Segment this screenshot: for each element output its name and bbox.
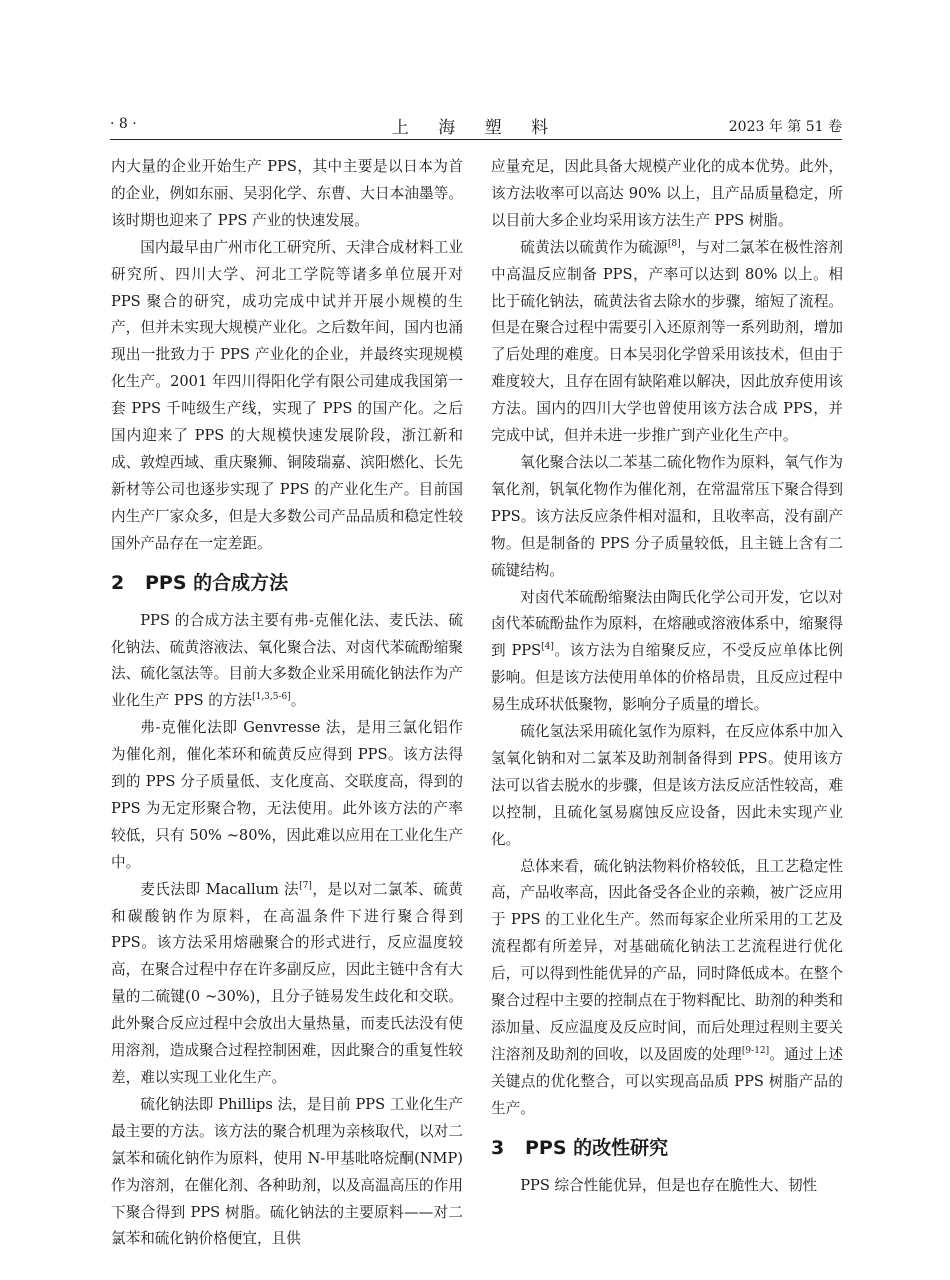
paragraph: PPS 综合性能优异，但是也存在脆性大、韧性 [520,1176,818,1194]
paragraph: 氧化聚合法以二苯基二硫化物作为原料，氧气作为氧化剂，钒氧化物作为催化剂，在常温常压下聚合得到 PPS。该方法反应条件相对温和，且收率高，没有副产物。但是制备的 PPS 分子质量较低，且主链上含有二硫键结构。 [491,453,843,579]
citation: [9-12] [741,1046,770,1057]
issue-info: 2023 年 第 51 卷 [728,119,842,135]
citation: [8] [667,238,681,249]
page-number: · 8 · [110,116,137,132]
section-heading-2 [111,568,463,598]
paragraph: 总体来看，硫化钠法物料价格较低，且工艺稳定性高，产品收率高，因此备受各企业的亲赖，被广泛应用于 PPS 的工业化生产。然而每家企业所采用的工艺及流程都有所差异，对基础硫化钠法工艺流程进行优化后，可以得到性能优异的产品，同时降低成本。在整个聚合过程中主要的控制点在于物料配比、助剂的种类和添加量、反应温度及反应时间，而后处理过程则主要关注溶剂及助剂的回收，以及固废的处理[9-12]。通过上述关键点的优化整合，可以实现高品质 PPS 树脂产品的生产。 [491,857,843,1117]
paragraph: 应量充足，因此具备大规模产业化的成本优势。此外，该方法收率可以高达 90% 以上，且产品质量稳定，所以目前大多企业均采用该方法生产 PPS 树脂。 [491,158,843,229]
paragraph: 硫黄法以硫黄作为硫源[8]，与对二氯苯在极性溶剂中高温反应制备 PPS，产率可以达到 80% 以上。相比于硫化钠法，硫黄法省去除水的步骤，缩短了流程。但是在聚合过程中需要引入还原剂等一系列助剂，增加了后处理的难度。日本吴羽化学曾采用该技术，但由于难度较大，且存在固有缺陷难以解决，因此放弃使用该方法。国内的四川大学也曾使用该方法合成 PPS，并完成中试，但并未进一步推广到产业化生产中。 [491,238,843,445]
paragraph: 国内最早由广州市化工研究所、天津合成材料工业研究所、四川大学、河北工学院等诸多单位展开对 PPS 聚合的研究，成功完成中试并开展小规模的生产，但并未实现大规模产业化。之后数年间，国内也涌现出一批致力于 PPS 产业化的企业，并最终实现规模化生产。2001 年四川得阳化学有限公司建成我国第一套 PPS 千吨级生产线，实现了 PPS 的国产化。之后国内迎来了 PPS 的大规模快速发展阶段，浙江新和成、敦煌西域、重庆聚狮、铜陵瑞嘉、滨阳燃化、长先新材等公司也逐步实现了 PPS 的产业化生产。目前国内生产厂家众多，但是大多数公司产品品质和稳定性较国外产品存在一定差距。 [111,238,463,552]
section-number: 2 [111,571,125,594]
paragraph: 弗-克催化法即 Genvresse 法，是用三氯化铝作为催化剂，催化苯环和硫黄反应得到 PPS。该方法得到的 PPS 分子质量低、支化度高、交联度高，得到的 PPS 为无定形聚合物，无法使用。此外该方法的产率较低，只有 50% ~80%，因此难以应用在工业化生产中。 [111,719,463,871]
paragraph: PPS 的合成方法主要有弗-克催化法、麦氏法、硫化钠法、硫黄溶液法、氧化聚合法、对卤代苯硫酚缩聚法、硫化氢法等。目前大多数企业采用硫化钠法作为产业化生产 PPS 的方法[1,3,5-6]。 [111,611,463,710]
paragraph: 硫化氢法采用硫化氢作为原料，在反应体系中加入氢氧化钠和对二氯苯及助剂制备得到 PPS。使用该方法可以省去脱水的步骤，但是该方法反应活性较高，难以控制，且硫化氢易腐蚀反应设备，因此未实现产业化。 [491,723,843,848]
citation: [7] [299,880,312,891]
right-column [491,154,843,1200]
paragraph: 内大量的企业开始生产 PPS，其中主要是以日本为首的企业，例如东丽、吴羽化学、东曹、大日本油墨等。该时期也迎来了 PPS 产业的快速发展。 [111,158,463,229]
journal-name: 上 海 塑 料 [391,118,561,138]
section-title: PPS 的改性研究 [525,1136,669,1159]
paragraph: 硫化钠法即 Phillips 法，是目前 PPS 工业化生产最主要的方法。该方法的聚合机理为亲核取代，以对二氯苯和硫化钠作为原料，使用 N-甲基吡咯烷酮(NMP)作为溶剂，在催化剂、各种助剂，以及高温高压的作用下聚合得到 PPS 树脂。硫化钠法的主要原料——对二氯苯和硫化钠价格便宜，且供 [111,1095,463,1248]
section-title: PPS 的合成方法 [145,571,289,594]
citation: [1,3,5-6] [252,692,291,703]
citation: [4] [541,642,554,653]
paragraph: 对卤代苯硫酚缩聚法由陶氏化学公司开发，它以对卤代苯硫酚盐作为原料，在熔融或溶液体系中，缩聚得到 PPS[4]。该方法为自缩聚反应，不受反应单体比例影响。但是该方法使用单体的价格昂贵，且反应过程中易生成环状低聚物，影响分子质量的增长。 [491,588,843,714]
paragraph: 麦氏法即 Macallum 法[7]，是以对二氯苯、硫黄和碳酸钠作为原料，在高温条件下进行聚合得到 PPS。该方法采用熔融聚合的形式进行，反应温度较高，在聚合过程中存在许多副反应，因此主链中含有大量的二硫键(0 ~30%)，且分子链易发生歧化和交联。此外聚合反应过程中会放出大量热量，而麦氏法没有使用溶剂，造成聚合过程控制困难，因此聚合的重复性较差，难以实现工业化生产。 [111,880,463,1086]
running-header [110,113,842,140]
section-number: 3 [491,1136,505,1159]
section-heading-3 [491,1133,843,1163]
left-column [111,154,463,1253]
